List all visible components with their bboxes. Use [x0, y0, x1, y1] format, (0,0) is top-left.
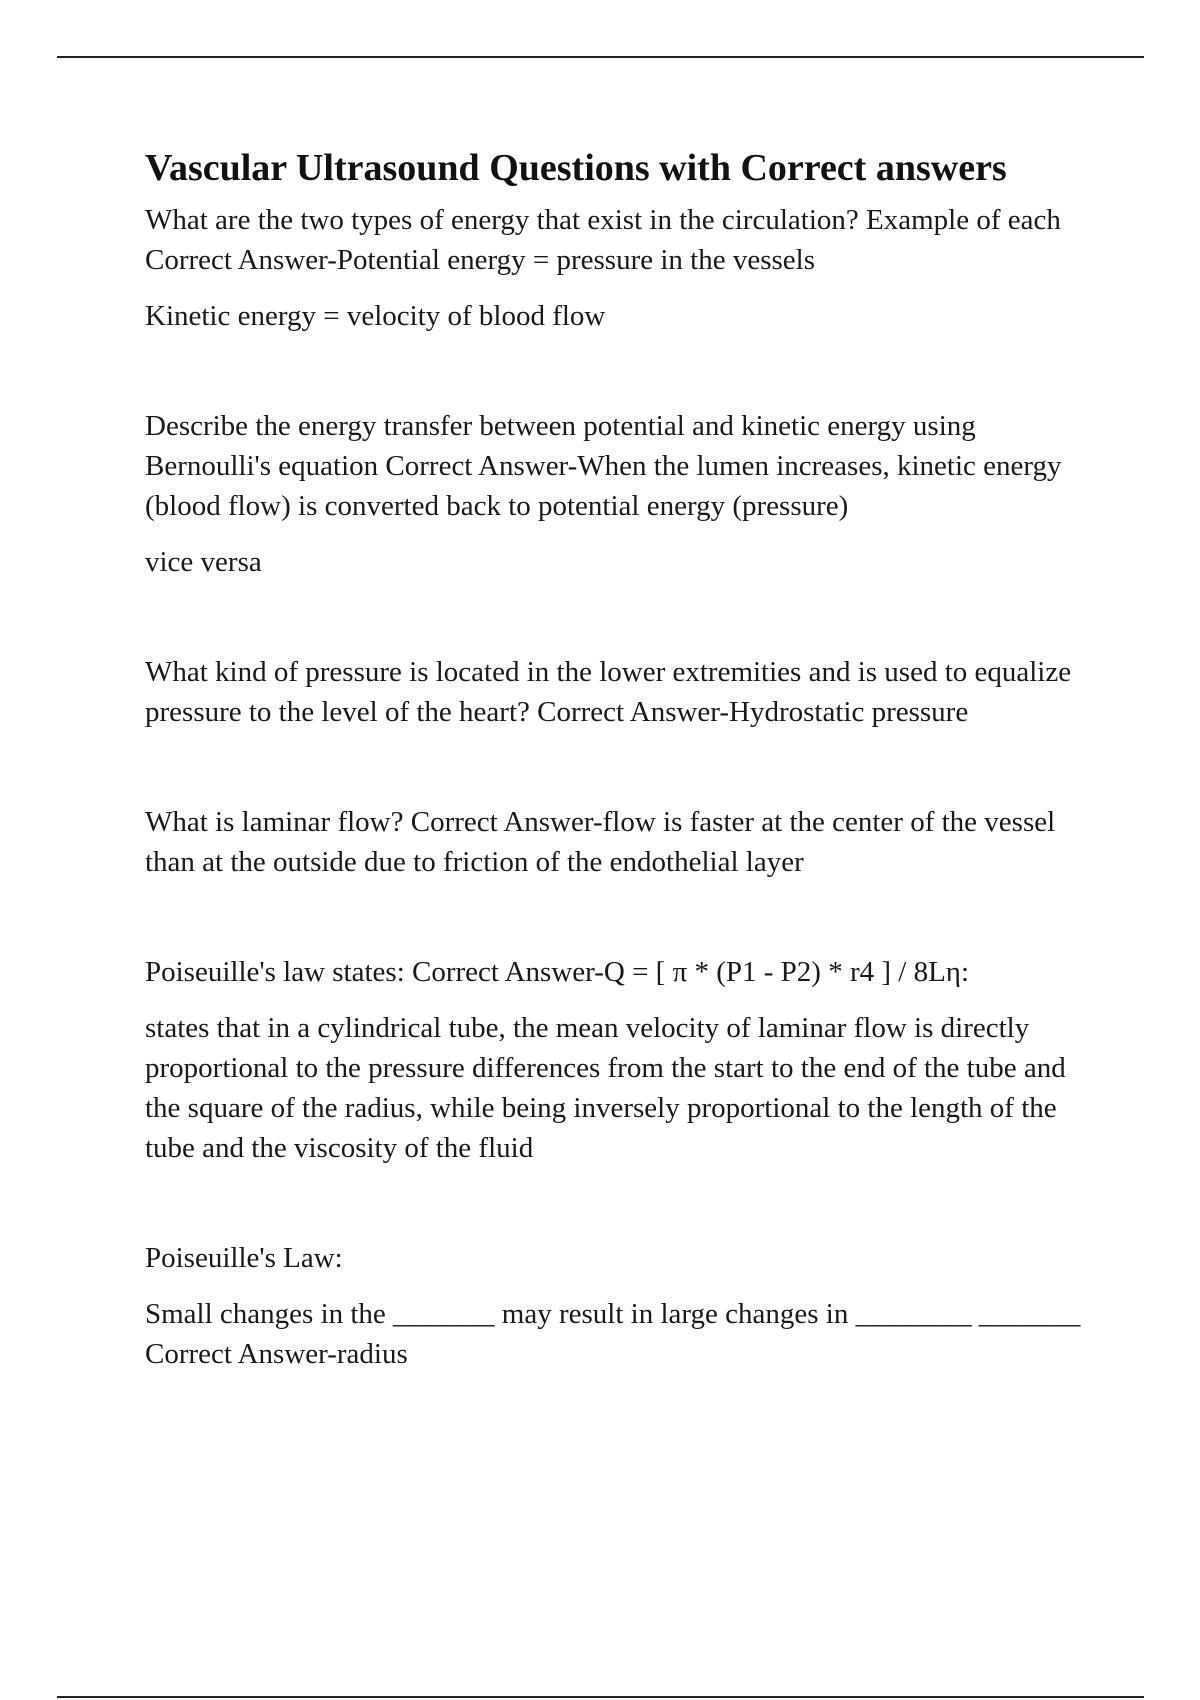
qa-continuation: Kinetic energy = velocity of blood flow	[145, 300, 606, 332]
qa-question: Poiseuille's Law:	[145, 1242, 343, 1274]
qa-continuation: vice versa	[145, 546, 262, 578]
qa-entry-6	[145, 1238, 1085, 1374]
footer-rule	[57, 1696, 1144, 1698]
qa-entry-5	[145, 952, 1085, 1168]
qa-entry-1	[145, 200, 1085, 336]
qa-entry-3	[145, 652, 1085, 732]
header-rule	[57, 56, 1144, 58]
document-body	[145, 140, 1085, 1374]
qa-continuation: Small changes in the _______ may result in large changes in ________ _______ Correct Answer-radius	[145, 1298, 1081, 1370]
qa-entry-2	[145, 406, 1085, 582]
qa-question-answer: What is laminar flow? Correct Answer-flow is faster at the center of the vessel than at the outside due to friction of the endothelial layer	[145, 806, 1056, 878]
document-title: Vascular Ultrasound Questions with Correct answers	[145, 147, 1007, 189]
qa-question-answer: Describe the energy transfer between potential and kinetic energy using Bernoulli's equation Correct Answer-When the lumen increases, kinetic energy (blood flow) is converted back to potential energy (pressure)	[145, 410, 1062, 522]
qa-entry-4	[145, 802, 1085, 882]
qa-question-answer: Poiseuille's law states: Correct Answer-Q = [ π * (P1 - P2) * r4 ] / 8Lη:	[145, 956, 970, 988]
qa-continuation: states that in a cylindrical tube, the mean velocity of laminar flow is directly proportional to the pressure differences from the start to the end of the tube and the square of the radius, while being inversely proportional to the length of the tube and the viscosity of the fluid	[145, 1012, 1066, 1164]
qa-question-answer: What kind of pressure is located in the lower extremities and is used to equalize pressure to the level of the heart? Correct Answer-Hydrostatic pressure	[145, 656, 1072, 728]
qa-question-answer: What are the two types of energy that exist in the circulation? Example of each Correct Answer-Potential energy = pressure in the vessels	[145, 204, 1061, 276]
